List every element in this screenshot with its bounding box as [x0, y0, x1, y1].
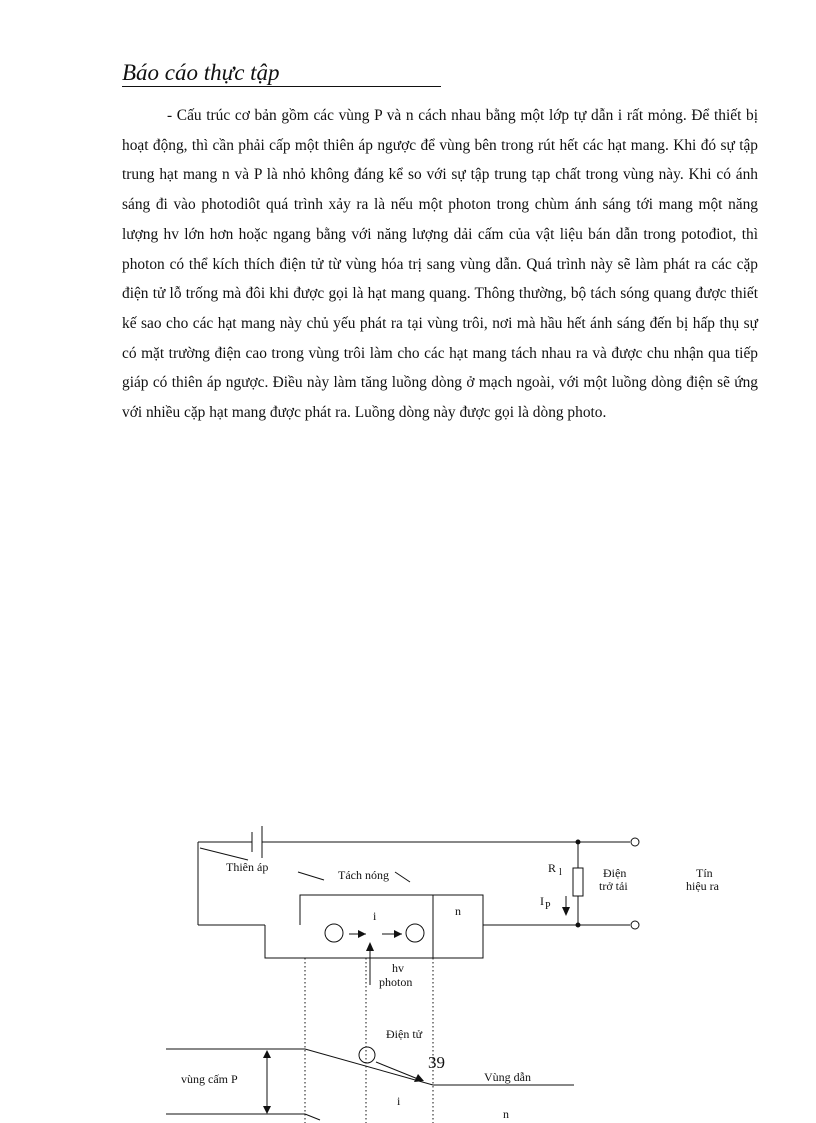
current-arrowhead — [562, 907, 570, 916]
load-label-line1: Điện — [603, 866, 627, 880]
electron-label: Điện tử — [386, 1027, 423, 1041]
bias-pointer-line — [200, 848, 248, 860]
electron-carrier-icon — [406, 924, 424, 942]
junction-dot-bottom — [576, 923, 580, 927]
conduction-band-label: Vùng dẫn — [484, 1070, 531, 1084]
hole-arrowhead — [358, 930, 366, 938]
output-terminal-bottom — [631, 921, 639, 929]
electron-arrowhead — [394, 930, 402, 938]
n-region-label: n — [455, 904, 461, 918]
photon-label: photon — [379, 975, 413, 989]
electron-icon — [359, 1047, 375, 1063]
band-i-label: i — [397, 1094, 401, 1108]
signal-label-line2: hiệu ra — [686, 879, 719, 893]
i-region-label: i — [373, 909, 377, 923]
page-number: 39 — [428, 1053, 445, 1072]
bandgap-arrowhead-top — [263, 1050, 271, 1058]
bias-label: Thiên áp — [226, 860, 269, 874]
hole-carrier-icon — [325, 924, 343, 942]
lower-band-slope — [305, 1114, 320, 1120]
resistor-label: R — [548, 861, 557, 875]
current-subscript: P — [545, 901, 551, 912]
valence-band-slope — [305, 1049, 433, 1085]
photon-energy-label: hv — [392, 961, 404, 975]
depletion-pointer-line-right — [395, 872, 410, 882]
load-resistor — [573, 868, 583, 896]
bandgap-arrowhead-bottom — [263, 1106, 271, 1114]
signal-label-line1: Tín — [696, 866, 713, 880]
photon-arrowhead — [366, 942, 374, 951]
band-n-label: n — [503, 1107, 509, 1121]
body-paragraph: - Cấu trúc cơ bản gồm các vùng P và n cách nhau bằng một lớp tự dẫn i rất mỏng. Để thiết bị hoạt động, thì cần phải cấp một thiên áp ngược để vùng bên trong rút hết các hạt mang. Khi đó sự tập trung hạt mang n và P là nhỏ không đáng kể so với sự tập trung tạp chất trong vùng này. Khi có ánh sáng đi vào photodiôt quá trình xảy ra là nếu một photon trong chùm ánh sáng tới mang một năng lượng hv lớn hơn hoặc ngang bằng với năng lượng dải cấm của vật liệu bán dẫn trong potođiot, thì photon có thể kích thích điện tử từ vùng hóa trị sang vùng dẫn. Quá trình này sẽ làm phát ra các cặp điện tử lỗ trống mà đôi khi được gọi là hạt mang quang. Thông thường, bộ tách sóng quang được thiết kế sao cho các hạt mang này chủ yếu phát ra tại vùng trôi, nơi mà hầu hết ánh sáng đến bị hấp thụ sự có mặt trường điện cao trong vùng trôi làm cho các hạt mang tách nhau ra và được chu nhận qua tiếp giáp có thiên áp ngược. Điều này làm tăng luồng dòng ở mạch ngoài, với một luồng dòng điện sẽ ứng với nhiều cặp hạt mang được phát ra. Luồng dòng này được gọi là dòng photo. — [122, 107, 758, 422]
bandgap-label: vùng cấm P — [181, 1072, 238, 1086]
junction-dot-top — [576, 840, 580, 844]
current-label: I — [540, 894, 544, 908]
resistor-subscript: l — [559, 867, 562, 878]
depletion-label: Tách nóng — [338, 868, 389, 882]
page-header-title: Báo cáo thực tập — [122, 60, 280, 85]
output-terminal-top — [631, 838, 639, 846]
device-body — [265, 895, 483, 958]
load-label-line2: trở tải — [599, 879, 628, 893]
depletion-pointer-line-left — [298, 872, 324, 880]
